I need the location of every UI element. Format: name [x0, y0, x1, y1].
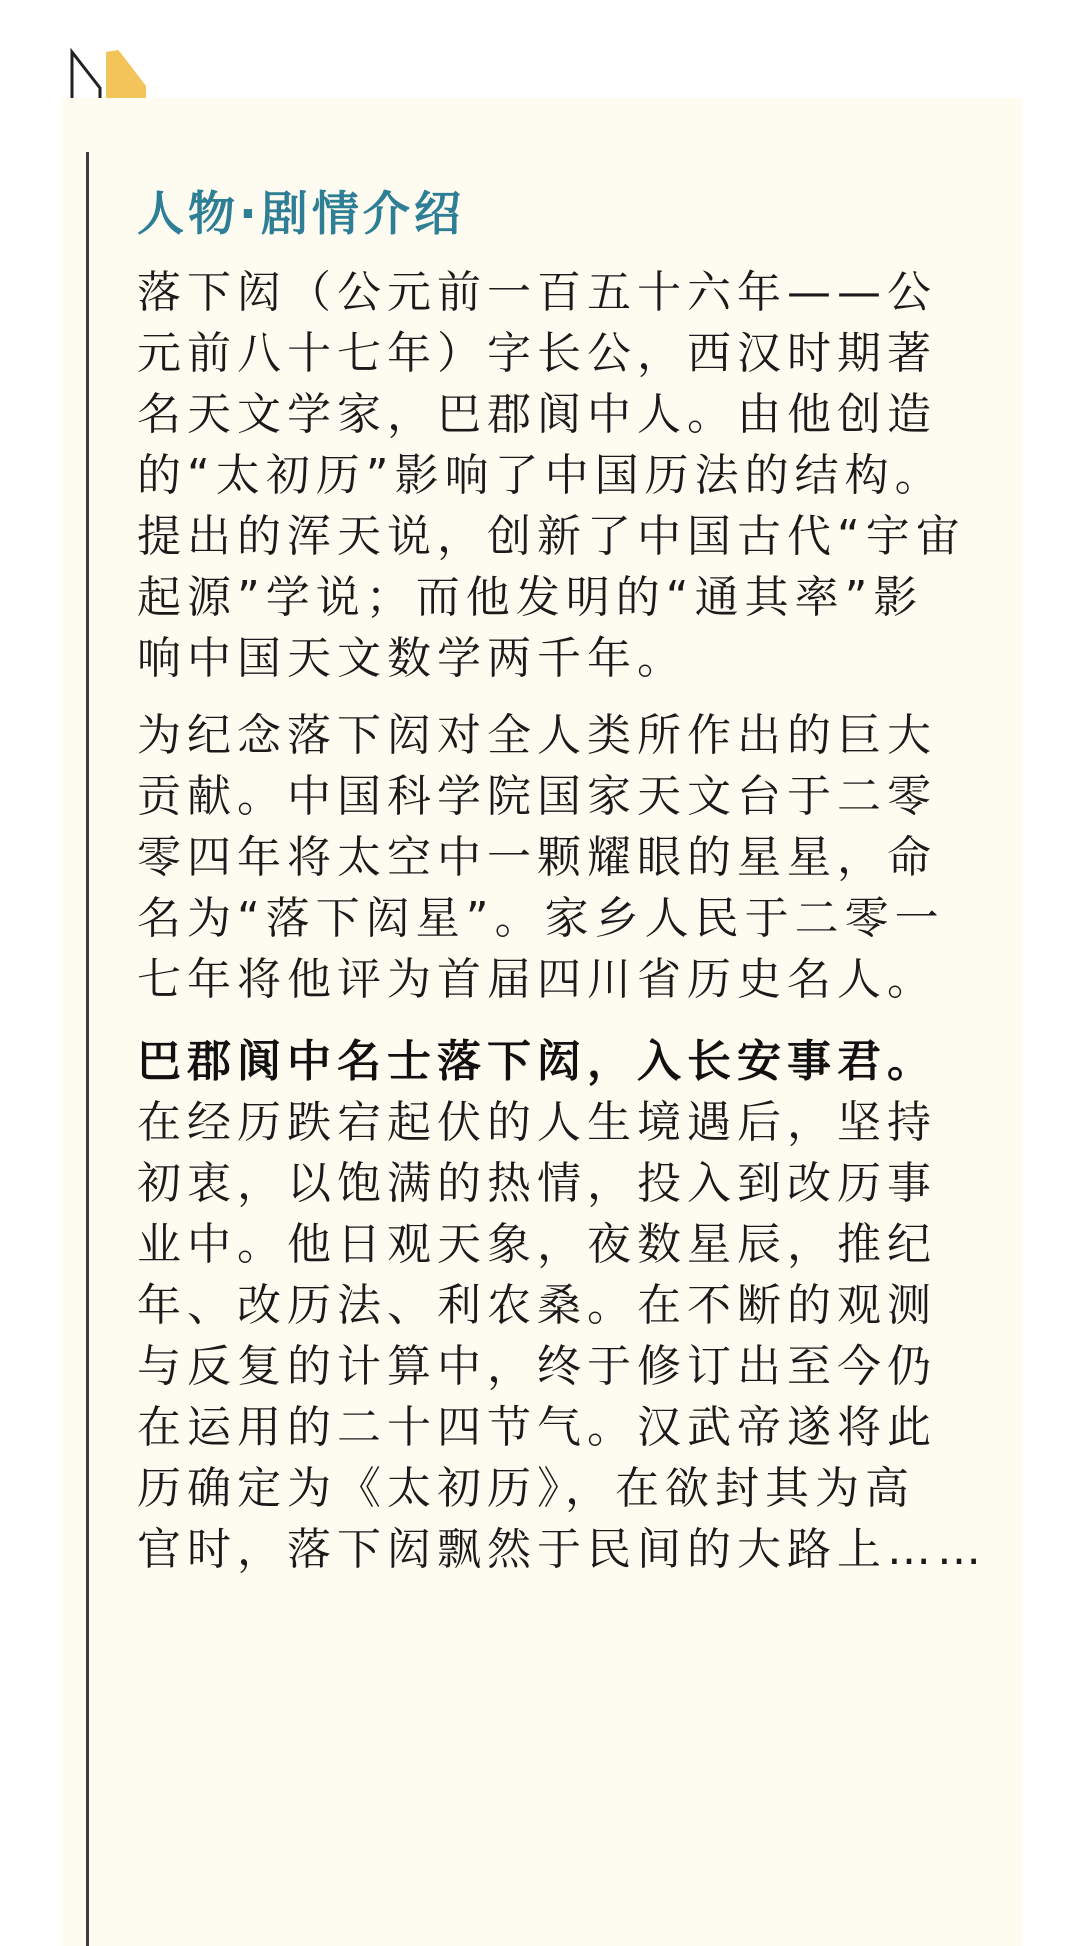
paragraph-commemoration	[137, 705, 957, 1010]
left-vertical-rule	[86, 152, 89, 1946]
text-line: 年、改历法、利农桑。在不断的观测	[137, 1280, 937, 1331]
text-line: 为纪念落下闳对全人类所作出的巨大	[137, 710, 937, 761]
text-line: 的“太初历”影响了中国历法的结构。	[137, 450, 945, 501]
text-line: 贡献。中国科学院国家天文台于二零	[137, 771, 937, 822]
text-line: 七年将他评为首届四川省历史名人。	[137, 954, 937, 1005]
text-line: 落下闳（公元前一百五十六年——公	[137, 267, 937, 318]
text-line: 零四年将太空中一颗耀眼的星星，命	[137, 832, 937, 883]
story-heading: 巴郡阆中名士落下闳，入长安事君。	[137, 1036, 937, 1087]
text-line: 官时，落下闳飘然于民间的大路上……	[137, 1524, 987, 1575]
text-line: 名为“落下闳星”。家乡人民于二零一	[137, 893, 945, 944]
section-title: 人物·剧情介绍	[137, 187, 465, 242]
text-line: 与反复的计算中，终于修订出至今仍	[137, 1341, 937, 1392]
text-line: 提出的浑天说，创新了中国古代“宇宙	[137, 511, 966, 562]
text-line: 在运用的二十四节气。汉武帝遂将此	[137, 1402, 937, 1453]
text-line: 名天文学家，巴郡阆中人。由他创造	[137, 389, 937, 440]
text-line: 业中。他日观天象，夜数星辰，推纪	[137, 1219, 937, 1270]
text-line: 初衷，以饱满的热情，投入到改历事	[137, 1158, 937, 1209]
text-line: 起源”学说；而他发明的“通其率”影	[137, 572, 924, 623]
paragraph-biography	[137, 262, 966, 689]
paragraph-story	[137, 1031, 987, 1580]
text-line: 历确定为《太初历》，在欲封其为高	[137, 1463, 915, 1514]
text-line: 响中国天文数学两千年。	[137, 633, 687, 684]
text-line: 元前八十七年）字长公，西汉时期著	[137, 328, 937, 379]
text-line: 在经历跌宕起伏的人生境遇后，坚持	[137, 1097, 937, 1148]
